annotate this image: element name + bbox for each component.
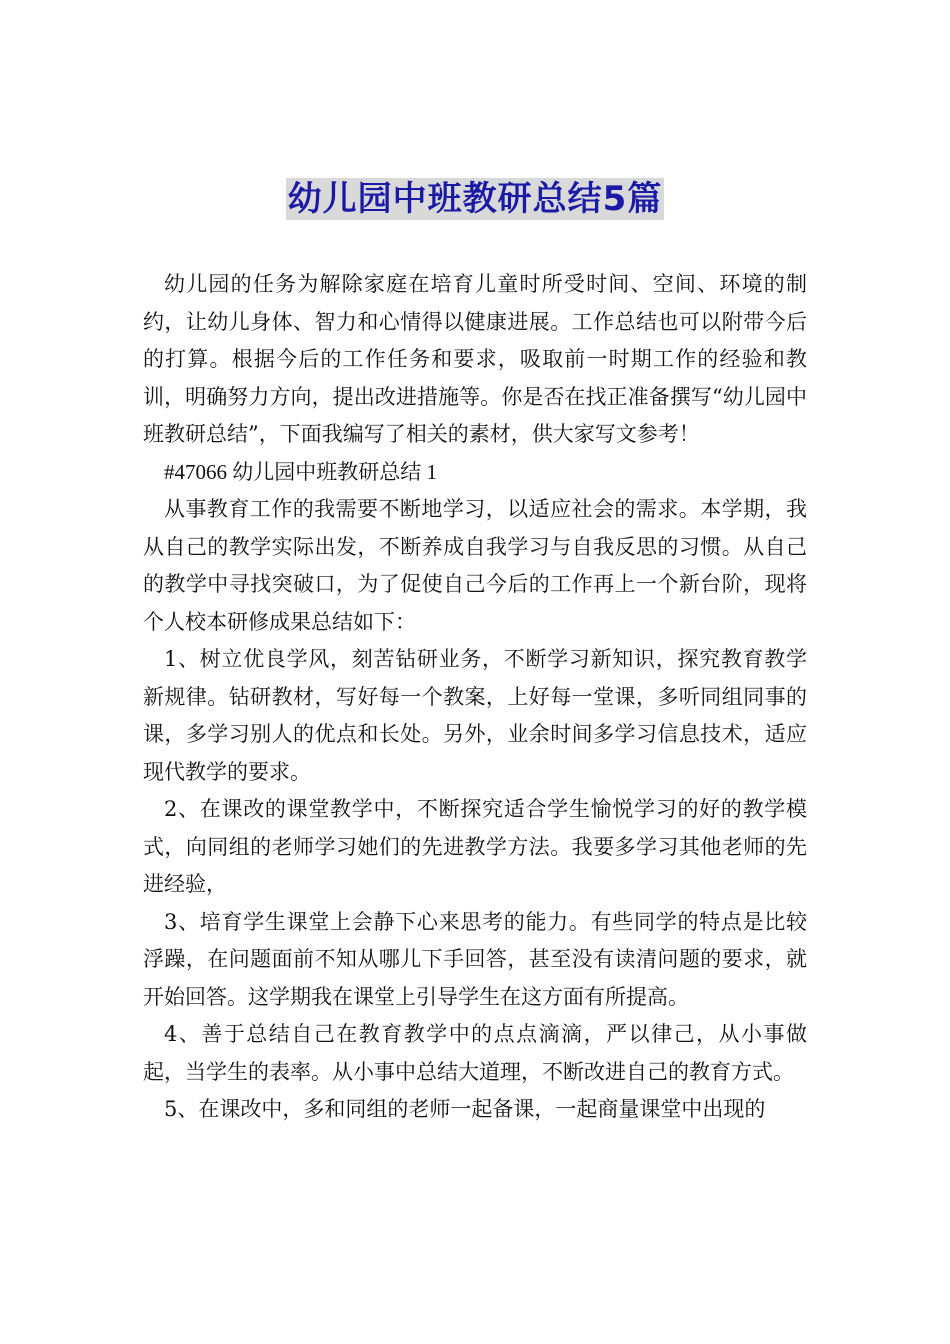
list-item-4: 4、善于总结自己在教育教学中的点点滴滴，严以律己，从小事做起，当学生的表率。从小事中总结大道理，不断改进自己的教育方式。 — [143, 1022, 807, 1084]
list-item-3: 3、培育学生课堂上会静下心来思考的能力。有些同学的特点是比较浮躁，在问题面前不知从哪儿下手回答，甚至没有读清问题的要求，就开始回答。这学期我在课堂上引导学生在这方面有所提高。 — [143, 909, 807, 1009]
title-container — [0, 178, 950, 220]
document-body — [143, 266, 807, 1129]
list-item-1: 1、树立优良学风，刻苦钻研业务，不断学习新知识，探究教育教学新规律。钻研教材，写好每一个教案，上好每一堂课，多听同组同事的课，多学习别人的优点和长处。另外，业余时间多学习信息技术，适应现代教学的要求。 — [143, 647, 807, 784]
section-heading: #47066 幼儿园中班教研总结 1 — [164, 459, 437, 484]
section-intro-paragraph: 从事教育工作的我需要不断地学习，以适应社会的需求。本学期，我从自己的教学实际出发，不断养成自我学习与自我反思的习惯。从自己的教学中寻找突破口，为了促使自己今后的工作再上一个新台阶，现将个人校本研修成果总结如下： — [143, 497, 807, 634]
intro-paragraph: 幼儿园的任务为解除家庭在培育儿童时所受时间、空间、环境的制约，让幼儿身体、智力和心情得以健康进展。工作总结也可以附带今后的打算。根据今后的工作任务和要求，吸取前一时期工作的经验和教训，明确努力方向，提出改进措施等。你是否在找正准备撰写“幼儿园中班教研总结”，下面我编写了相关的素材，供大家写文参考！ — [143, 272, 807, 446]
list-item-2: 2、在课改的课堂教学中，不断探究适合学生愉悦学习的好的教学模式，向同组的老师学习她们的先进教学方法。我要多学习其他老师的先进经验， — [143, 797, 807, 896]
document-title: 幼儿园中班教研总结5篇 — [287, 179, 663, 219]
list-item-5: 5、在课改中，多和同组的老师一起备课，一起商量课堂中出现的 — [164, 1097, 766, 1121]
